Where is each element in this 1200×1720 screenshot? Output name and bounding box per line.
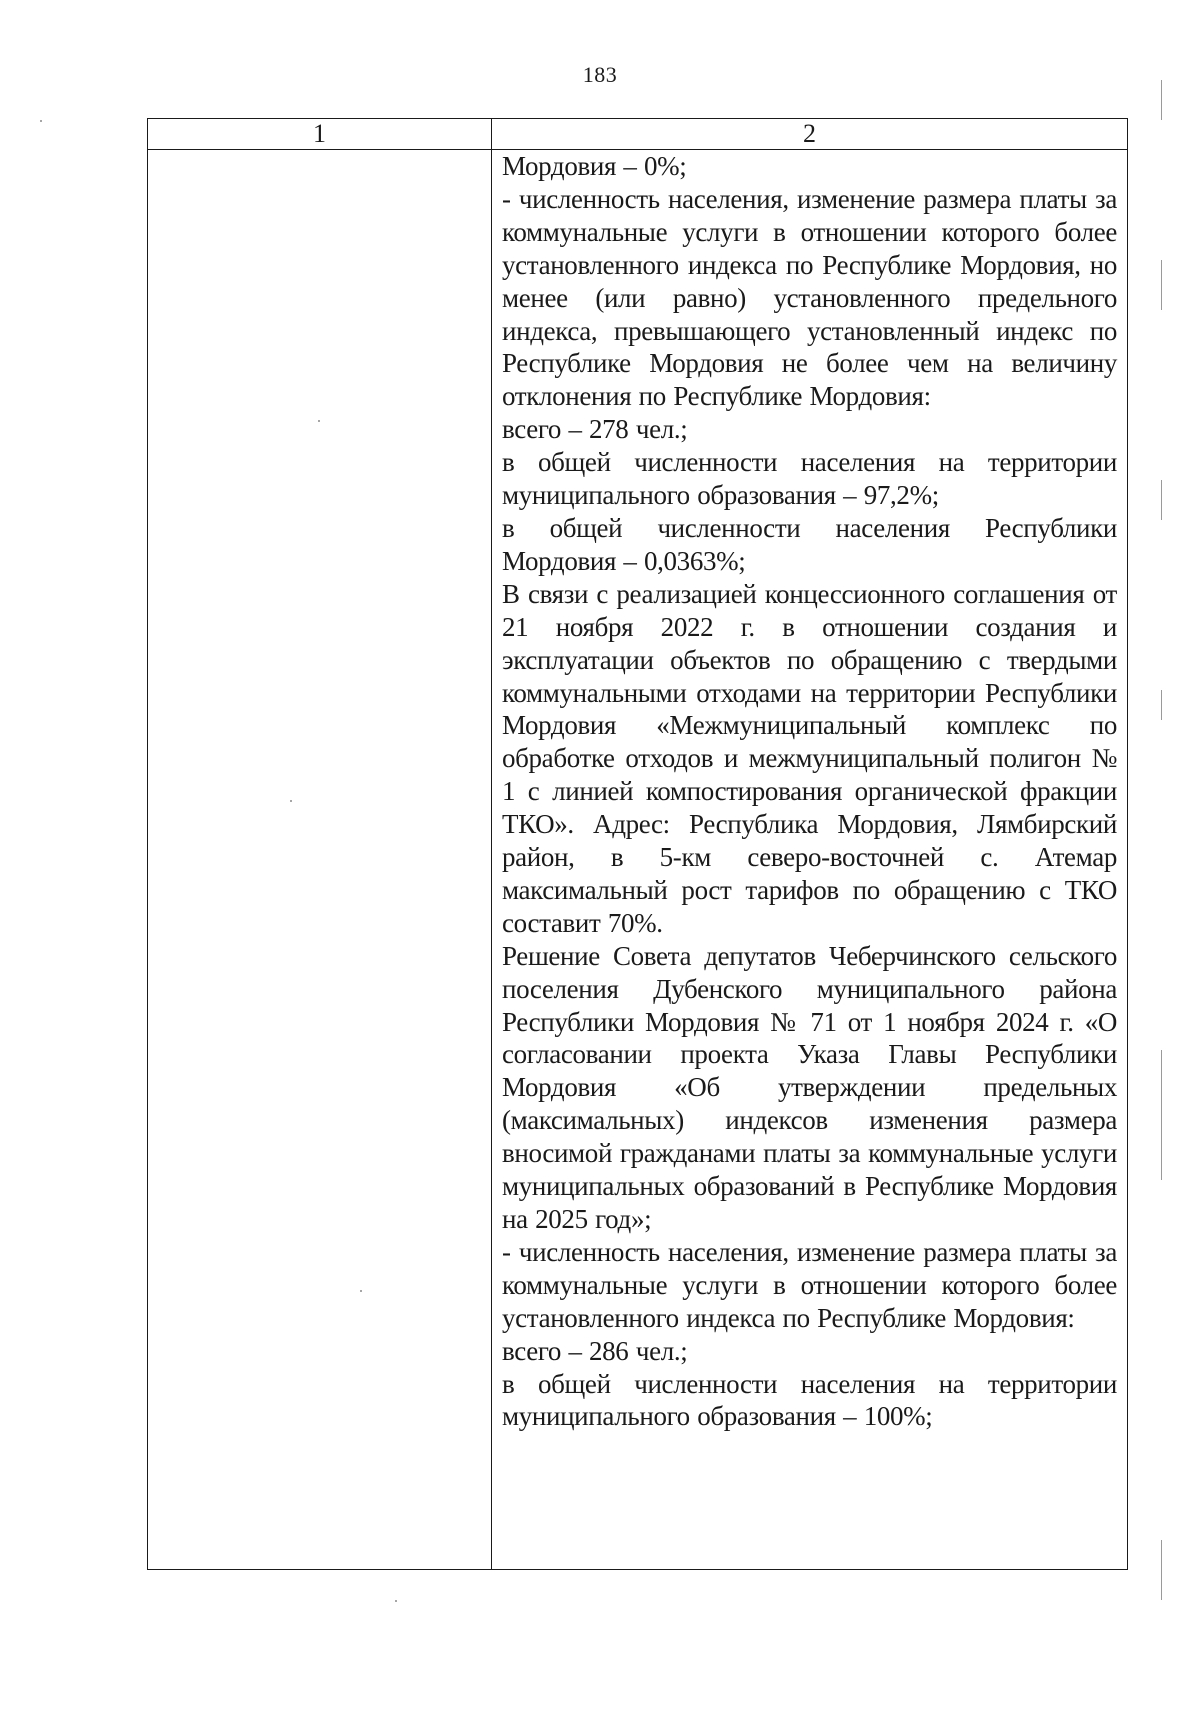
paragraph-7: Решение Совета депутатов Чеберчинского сельского поселения Дубенского муниципального района Республики Мордовия № 71 от 1 ноября 2024 г. «О согласовании проекта Указа Главы Республики Мордовия «Об утверждении предельных (максимальных) индексов изменения размера вносимой гражданами платы за коммунальные услуги муниципальных образований в Республике Мордовия на 2025 год»; [502, 940, 1117, 1234]
scan-speck [360, 1290, 362, 1292]
table-header-row [148, 119, 1128, 150]
column-header-2: 2 [492, 119, 1128, 150]
column-header-1: 1 [148, 119, 492, 150]
paragraph-10: в общей численности населения на территории муниципального образования – 100%; [502, 1368, 1117, 1432]
scan-margin-marks [1160, 0, 1200, 1720]
paragraph-5: в общей численности населения Республики Мордовия – 0,0363%; [502, 512, 1117, 576]
paragraph-8: - численность населения, изменение размера платы за коммунальные услуги в отношении которого более установленного индекса по Республике Мордовия: [502, 1236, 1117, 1333]
scan-speck [395, 1600, 397, 1602]
paragraph-9: всего – 286 чел.; [502, 1335, 688, 1366]
left-cell-empty [148, 150, 492, 1570]
right-cell-text [492, 150, 1128, 1570]
page-number: 183 [582, 62, 618, 87]
table-row [148, 150, 1128, 1570]
document-table [147, 118, 1128, 1570]
paragraph-4: в общей численности населения на территории муниципального образования – 97,2%; [502, 447, 1117, 511]
paragraph-6: В связи с реализацией концессионного соглашения от 21 ноября 2022 г. в отношении создания и эксплуатации объектов по обращению с твердыми коммунальными отходами на территории Республики Мордовия «Межмуниципальный комплекс по обработке отходов и межмуниципальный полигон № 1 с линией компостирования органической фракции ТКО». Адрес: Республика Мордовия, Лямбирский район, в 5-км северо-восточней с. Атемар максимальный рост тарифов по обращению с ТКО составит 70%. [502, 578, 1117, 938]
scan-speck [318, 420, 320, 422]
scan-speck [290, 800, 292, 802]
paragraph-3: всего – 278 чел.; [502, 414, 688, 445]
paragraph-1: Мордовия – 0%; [502, 151, 687, 181]
paragraph-2: - численность населения, изменение размера платы за коммунальные услуги в отношении которого более установленного индекса по Республике Мордовия, но менее (или равно) установленного предельного индекса, превышающего установленный индекс по Республике Мордовия не более чем на величину отклонения по Республике Мордовия: [502, 183, 1117, 412]
scan-speck [40, 120, 42, 122]
